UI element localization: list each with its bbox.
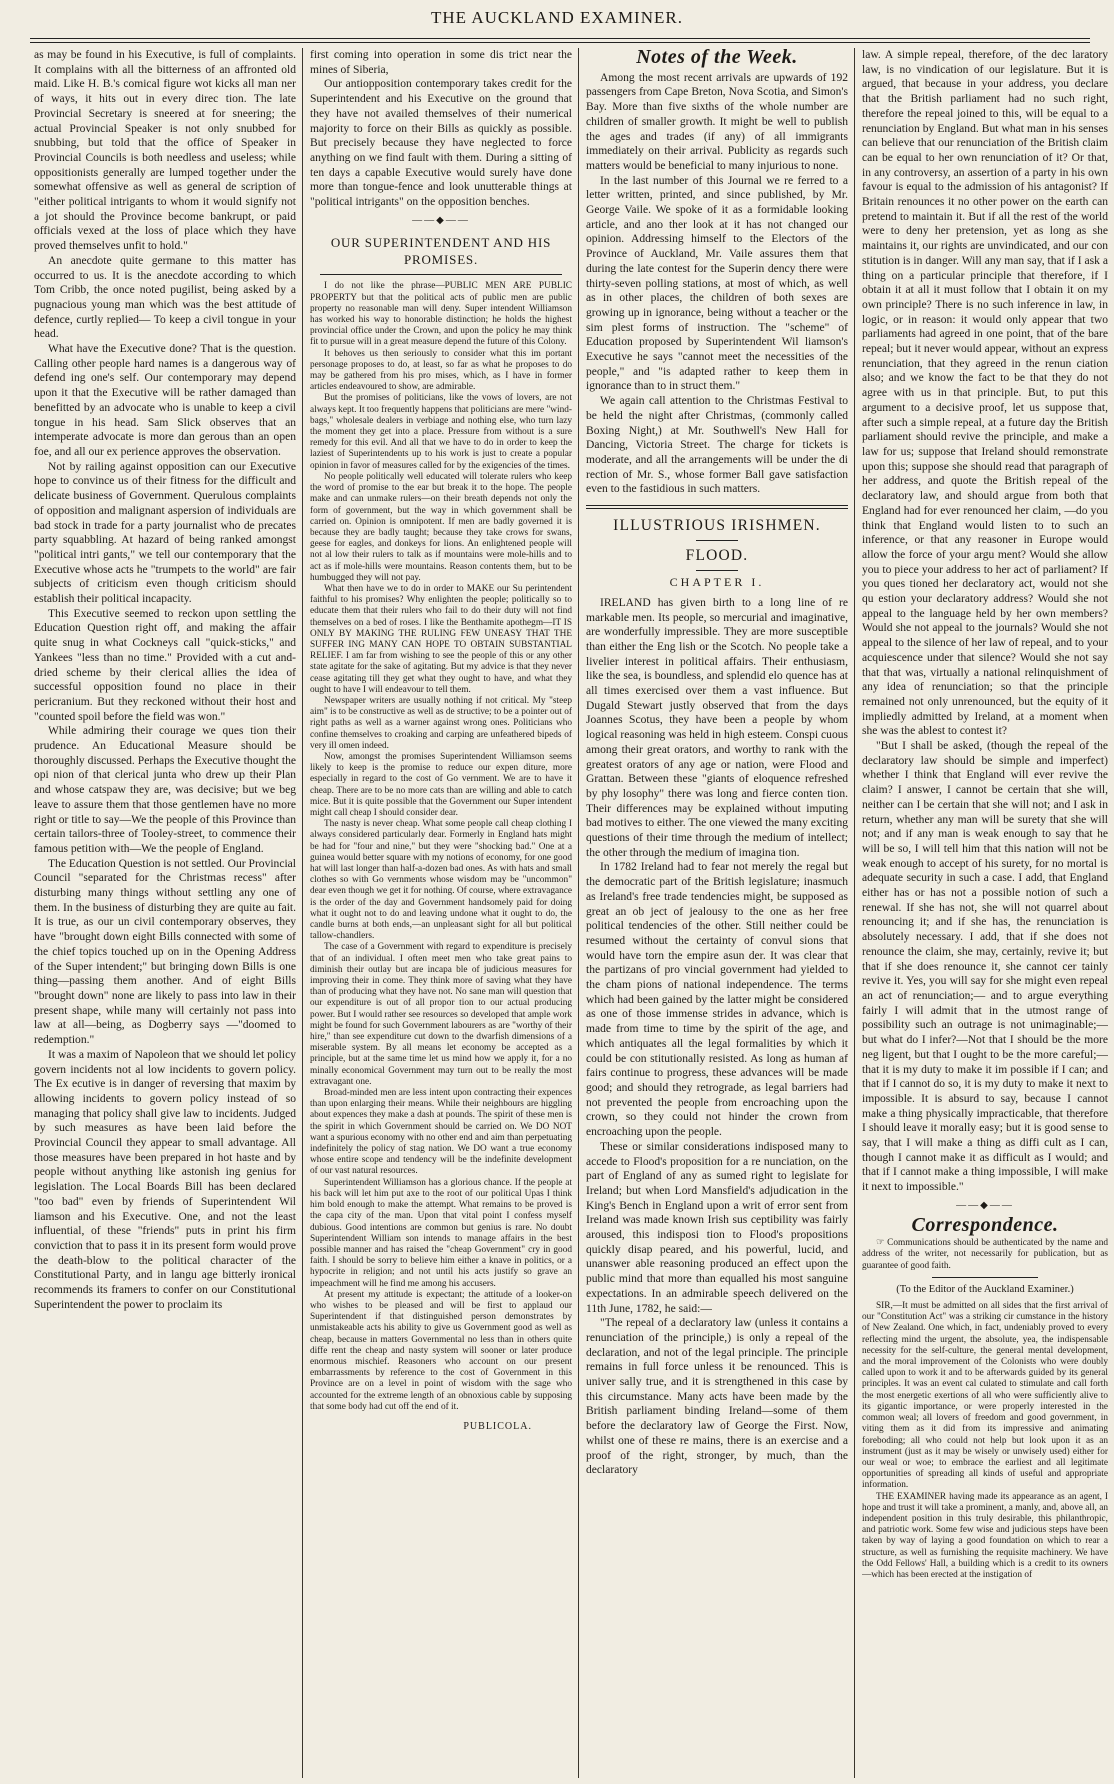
letter-paragraph: What then have we to do in order to MAKE our Su perintendent faithful to his promises? Why enlighten the people; politically so to educate them that their rulers who fail to do their duty will not find themselves on a bed of roses. I like the Benthamite apothegm—IT IS ONLY BY MAKING THE RULING FEW UNEASY THAT THE SUFFER ING MANY CAN HOPE TO OBTAIN SUBSTANTIAL RELIEF. I am far from wishing to see the people of this or any other state agitate for the sake of agitating. But my advice is that they never cease agitating till they get what they ought to have, and what they ought to have I will endeavour to tell them. <box>310 583 572 695</box>
paragraph: "But I shall be asked, (though the repeal of the declaratory law should be simple and imperfect) whether I think that England will ever revive the claim? I answer, I cannot be certain that she will, neither can I be certain that she will not; and I ask in return, whether any man will be surety that she will not; and if any man is weak enough to say that he will be so, I will tell him that this nation will not be weak enough to accept of his surety, for no mortal is adequate security in such a case. I add, that England either has or has not a possible notion of such a renewal. If she has not, she will not quarrel about renouncing it; and if she has, the renunciation is absolutely necessary. I add, that if she does not renounce the claim, she may, certainly, revive it; but that if she does renounce it, she cannot cer tainly revive it. Yes, you will say for she might even repeal an act of renunciation;— and to argue everything fairly I will admit that in the utmost range of possibility such an outrage is not unimaginable;—but what do I infer?—Not that I should be the more neg ligent, but that I ought to be the more careful;—that it is my duty to make it im possible if I can; and that if I cannot do so, it is my duty to make it next to impossible. It is absurd to say, because I cannot make a thing physically impracticable, that therefore I should leave it morally easy; but it is good sense to say, that I will make a thing as diffi cult as I can, though I cannot make it as difficult as I would; and that if I cannot make a thing impossible, I will make it next to impossible." <box>862 740 1108 1194</box>
paragraph: The Education Question is not settled. Our Provincial Council "separated for the Christmas recess" after disturbing many things without settling any one of them. In the business of disturbing they are quite au fait. It is true, as our un civil contemporary observes, they have "brought down eight Bills connected with some of the chief topics touched up on in the Opening Address of the Super intendent;" but bringing down Bills is one thing—passing them another. And of eight Bills "brought down" none are likely to pass into law in their present shape, while many will certainly not pass into law at all—being, as Dogberry says —"doomed to redemption." <box>34 857 296 1047</box>
letter-paragraph: No people politically well educated will tolerate rulers who keep the word of promise to the ear but break it to the hope. The people make and can unmake rulers—on their breath depends not only the form of government, but the way in which government shall be carried on. Opinion is omnipotent. If men are badly governed it is because they are badly taught; because they take crows for swans, geese for eagles, and donkeys for lions. An enlightened people will not al low their rulers to talk as if mountains were mole-hills and to act as if mole-hills were mountains. Reason contents them, but to be humbugged they will not pay. <box>310 471 572 583</box>
letter-paragraph: But the promises of politicians, like the vows of lovers, are not always kept. It too frequently happens that politicians are mere "wind-bags," wholesale dealers in verbiage and nothing else, who turn lazy the moment they get into a place. Pressure from without is a sure remedy for this evil. And all that we have to do in order to keep the laziest of Superintendents up to his work is just to create a popular opinion in favor of measures called for by the exigencies of the times. <box>310 393 572 471</box>
letter-paragraph: Newspaper writers are usually nothing if not critical. My "steep aim" is to be constructive as well as de structive; to be a pointer out of right paths as well as a warner against wrong ones. Politicians who confine themselves to croaking and carping are unfeathered bipeds of very ill omen indeed. <box>310 695 572 751</box>
paragraph: In 1782 Ireland had to fear not merely the regal but the democratic part of the British legislature; inasmuch as Ireland's free trade tendencies might, be supposed as great an ob ject of jealousy to the one as her free political tendencies of the other. Still neither could be resumed without the certainty of convul sions that would have torn the empire asun der. It was clear that the partizans of pro vincial government had yielded to the cham pions of national independence. The terms which had been gained by the latter might be considered as one of those immense strides in advance, which is made from time to time by the spirit of the age, and which antiquates all the legal formalities by which it could be con stitutionally resisted. As long as human af fairs continue to progress, these advances will be made good; and should they retrograde, as legal barriers had not prevented the people from encroaching upon the crown, so they could not hinder the crown from encroaching upon the people. <box>586 861 848 1139</box>
heading-rule <box>696 570 738 571</box>
paragraph: This Executive seemed to reckon upon settling the Education Question right off, and making the affair quite snug in what Cockneys call "quick-sticks," and Yankees "less than no time." Provided with a cut and-dried scheme by their clerical allies the idea of successful opposition found no place in their pericranium. But they reckoned without their host and "counted spoil before the field was won." <box>34 607 296 723</box>
paragraph: We again call attention to the Christmas Festival to be held the night after Christmas, (commonly called Boxing Night,) at Mr. Southwell's New Hall for Dancing, Victoria Street. The charge for tickets is moderate, and all the arrangements will be under the di rection of Mr. S., whose former Ball gave satisfaction even to the fastidious in such matters. <box>586 395 848 496</box>
letter-paragraph: The case of a Government with regard to expenditure is precisely that of an individual. I often meet men who take great pains to diminish their outlay but are incapa ble of judicious measures for improving their in come. They think more of saving what they have than of producing what they have not. No sane man will question that our expenditure is out of all propor tion to our actual producing power. But I would rather see resources so developed that ample work might be found for such Government labourers as are "worthy of their hire," than see expenditure cut down to the dwarfish dimensions of a miserable system. By all means let economy be accepted as a principle, but at the same time let us mind how we apply it, for a no minally economical Government may turn out to be really the most extravagant one. <box>310 942 572 1087</box>
column-4 <box>862 48 1108 1778</box>
masthead-rule <box>30 38 1090 43</box>
column-3 <box>586 48 848 1778</box>
chapter-heading: CHAPTER I. <box>669 575 765 590</box>
letter-paragraph: The nasty is never cheap. What some people call cheap clothing I always considered particularly dear. Formerly in England hats might be had for "four and nine," but they were "shocking bad." One at a guinea would better square with my notions of economy, for one good hat will last longer than half-a-dozen bad ones. As with hats and small clothes so with Go vernments whose wisdom may be "uncommon" dear even though we get it for nothing. Of course, where extravagance is the order of the day and Government handsomely paid for doing what it ought not to do and leaving undone what it ought to do, the candle burns at both ends,—an unpleasant sight for all but political tallow-chandlers. <box>310 819 572 942</box>
paragraph: law. A simple repeal, therefore, of the dec laratory law, is no vindication of our legislature. But it is argued, that because in your address, you declare that the British parliament had no such right, therefore the repeal joined to this, will be equal to a renunciation by England. But what man in his senses can believe that our renunciation of the British claim can be equal to her own renunciation of it? Or that, in any controversy, an assertion of a party in his own favour is equal to the admission of his antagonist? If Britain renounces it no other power on the earth can pretend to maintain it. But if all the rest of the world were to deny her pretension, yet as long as she maintains it, our rights are unvindicated, and our con stitution is in danger. Will any man say, that if I ask a thing on a particular principle that therefore, if I obtain it at all it must follow that I obtain it on my own principle? There is no such inference in law, in logic, or in reason: it would only appear that two parliaments had agreed in one point, that of the bare repeal; but it never would appear, without an express renunciation, that they agreed in the renun ciation also; and we know the fact to be that they do not agree with us in that principle. But, to put this argument to a decisive proof, let us suppose that, after such a simple repeal, at a future day the British parliament should revive the principle, and make a law for us; suppose that Ireland should remonstrate upon this; suppose she should read that paragraph of her address, and quote the British repeal of the declaratory law, and should argue from both that England had for ever renounced her claim, —do you think that England would listen to to such an inference, or that any reasoner in Europe would allow the force of your argu ment? Would she allow you to piece your address to her act of parliament? If you ques tioned her declaratory act, would not she qu estion your declaratory address? Would she not appeal to the language held by her own members? Would she not appeal to the journals? Would she not appeal to the silence of her law of repeal, and to your acquiescence under that silence? Would she not say that that was, virtually a national relinquishment of any idea of renunciation; so that the principle remained not only unrenounced, but the equity of it impliedly admitted by Ireland, at a moment when she was the ablest to contest it? <box>862 49 1108 738</box>
paragraph: "The repeal of a declaratory law (unless it contains a renunciation of the principle,) is only a repeal of the declaration, and not of the legal principle. The principle remains in full force unless it be renounced. This is univer sally true, and it is strengthened in this case by this circumstance. Many acts have been made by the British parliament binding Ireland—some of them before the declaratory law of George the First. Now, whilst one of these re mains, there is an exercise and a proof of the right, stronger, by much, than the declaratory <box>586 1317 848 1477</box>
column-1 <box>34 48 296 1778</box>
column-divider <box>578 48 579 1778</box>
editor-address-line: (To the Editor of the Auckland Examiner.) <box>896 1283 1074 1295</box>
paragraph: These or similar considerations indisposed many to accede to Flood's proposition for a re nunciation, on the part of England of any as sumed right to legislate for Ireland; but when Lord Mansfield's adjudication in the King's Bench in England upon a writ of error sent from Ireland was made known Irish sus ceptibility was fairly aroused, this indisposi tion to Flood's propositions quickly disap peared, and his powerful, lucid, and unanswer able reasoning produced an effect upon the public mind that more than equalled his most sanguine expectations. In an admirable speech delivered on the 11th June, 1782, he said:— <box>586 1140 848 1315</box>
section-heading-notes: Notes of the Week. <box>636 48 798 68</box>
letter-signature: PUBLICOLA. <box>463 1420 532 1432</box>
notice-paragraph: ☞ Communications should be authenticated by the name and address of the writer, not necessarily for publication, but as guarantee of good faith. <box>862 1238 1108 1271</box>
paragraph: An anecdote quite germane to this matter has occurred to us. It is the anecdote according to which Tom Cribb, the once noted pugilist, being asked by a pugnacious young man which was the best attitude of defence, curtly replied— To keep a civil tongue in your head. <box>34 254 296 341</box>
article-subheading-flood: FLOOD. <box>685 547 749 565</box>
ornament-divider: ——◆—— <box>956 1199 1014 1211</box>
paragraph: What have the Executive done? That is the question. Calling other people hard names is a dangerous way of defend ing one's self. Our contemporary may depend upon it that the Executive will be rather damaged than benefitted by an advocate who is unable to keep a civil tongue in his head. Sam Slick observes that an intemperate advocate is more dan gerous than an open foe, and all our ex perience approves the observation. <box>34 343 296 458</box>
paragraph: Our antiopposition contemporary takes credit for the Superintendent and his Executive on the ground that they have not availed themselves of their numerical majority to force on their Bills as quickly as possible. But precisely because they have neglected to force anything on we find fault with them. During a sitting of ten days a capable Executive would surely have done more than tongue-fence and look unutterable things at "political intrigants" on the opposition benches. <box>310 78 572 209</box>
column-2 <box>310 48 572 1778</box>
paragraph: It was a maxim of Napoleon that we should let policy govern incidents not al low incidents to govern policy. The Ex ecutive is in danger of reversing that maxim by allowing incidents to govern policy instead of so managing that policy shall give law to incidents. Judged by such measures as have been laid before the Provincial Council they appear to small advantage. All those measures have been prepared in hot haste and by people without anything like astonish ing genius for legislation. The Local Boards Bill has been declared "too bad" even by friends of Superintendent Wil liamson and his Executive. One, and not the least influential, of these "friends" puts in print his firm conviction that to pass it in its present form would prove the death-blow to the political character of the Constitutional Party, and in langu age bitterly ironical recommends its framers to confer on our Constitutional Superintendent the power to proclaim its <box>34 1048 296 1311</box>
notice-rule <box>932 1277 1038 1278</box>
paragraph: IRELAND has given birth to a long line of re markable men. Its people, so mercurial and imaginative, are wonderfully impressible. They are more susceptible than either the Eng lish or the Scotch. No people take a livelier interest in political affairs. Their enthusiasm, like the sea, is boundless, and splendid elo quence has at all times exercised over them a vast influence. But Dugald Stewart justly observed that from the days Joannes Scotus, they have been a people by whom logical reasoning was held in high esteem. Conspi cuous among their great orators, and worthy to rank with the greatest orators of any age or nation, were Flood and Grattan. Between these "giants of eloquence refreshed by phy losophy" there was long and fierce conten tion. Their differences may be explained without imputing bad motives to either. The one viewed the many exciting questions of their time through the medium of intellect; the other through the medium of imagina tion. <box>586 596 848 859</box>
article-heading-irishmen: ILLUSTRIOUS IRISHMEN. <box>613 517 821 535</box>
letter-paragraph: SIR,—It must be admitted on all sides that the first arrival of our "Constitution Act" was a striking cir cumstance in the history of New Zealand. One which, in fact, undeniably proved to every reflecting mind the urgent, the absolute, yea, the indispensable necessity for the self-culture, the general mental development, and the moral improvement of the Colonists who were doubly called upon to work it and to be afterwards guided by its general principles. It was an event cal culated to stimulate and call forth the most energetic exertions of all who were sufficiently alive to its gigantic importance, or were properly interested in the common weal; all lovers of freedom and good government, in viting them as it did from its impressive and animating foreboding; all who could not help but look upon it as an instrument (just as it may be wisely or unwisely used) either for our weal or woe; to embrace the earliest and all legitimate opportunities of spreading all kinds of useful and appropriate information. <box>862 1301 1108 1491</box>
heading-rule <box>320 274 562 275</box>
ornament-divider: ——◆—— <box>412 214 470 226</box>
paragraph: While admiring their courage we ques tion their prudence. An Educational Measure should be thoroughly discussed. Perhaps the Executive thought the opi nion of that clerical junta who drew up their Plan and whose catspaw they are, was decisive; but we beg leave to assure them that those gentlemen have no more right or title to say—We the people of this Province than certain tailors-three of Tooley-street, to commence their famous petition with—We the people of England. <box>34 725 296 855</box>
letter-paragraph: At present my attitude is expectant; the attitude of a looker-on who wishes to be pleased and will be first to applaud our Superintendent if that distinguished person demonstrates by unmistakeable acts his ability to give us Government good as well as cheap, because in matters Governmental no less than in others quite diffe rent the cheap and nasty system will sooner or later produce enormous mischief. Reasoners who account on our present embarrassments by reference to the cost of Government in this Province are on a level in point of wisdom with the sage who accounted for the extreme length of an obnoxious cable by supposing that some body had cut off the end of it. <box>310 1289 572 1412</box>
letter-paragraph: Broad-minded men are less intent upon contracting their expences than upon enlarging their means. While their neighbours are higgling about expences they make a dash at pounds. The spirit of these men is the spirit in which Government should be carried on. We DO NOT want a spurious economy with no other end and aim than perpetuating indefinitely the policy of stag nation. We DO want a true economy whose entire scope and tendency will be the indefinite development of our vast natural resources. <box>310 1088 572 1177</box>
masthead-title: THE AUCKLAND EXAMINER. <box>431 8 683 27</box>
paragraph: Among the most recent arrivals are upwards of 192 passengers from Cape Breton, Nova Scotia, and Simon's Bay. More than five sixths of the whole number are children of smaller growth. It might be well to publish the ages and trades (if any) of all immigrants immediately on their arrival. Publicity as regards such matters would be beneficial to many injurious to none. <box>586 71 848 172</box>
section-heading-correspondence: Correspondence. <box>911 1213 1059 1236</box>
paragraph: as may be found in his Executive, is full of complaints. It complains with all the bitterness of an affronted old maid. Like H. B.'s comical figure wot kicks all man ner of ways, it hits out in every direc tion. The late Provincial Secretary is sneered at for sneering; the actual Provincial Speaker is not only snubbed for snubbing, but told that the office of Speaker in Provincial Councils is both needless and useless; while oppositionists generally are lumped together under the somewhat offensive as well as general de scription of "either political intrigants to whom it would signify not a jot should the Province become bankrupt, or paid officials vexed at the loss of place which they have proved themselves unfit to hold." <box>34 49 296 253</box>
column-divider <box>854 48 855 1778</box>
column-divider <box>302 48 303 1778</box>
letter-paragraph: I do not like the phrase—PUBLIC MEN ARE PUBLIC PROPERTY but that the political acts of public men are public property no reasonable man will deny. Super intendent Williamson has worked his way to honorable distinction; he holds the highest provincial office under the Crown, and upon the policy he may think fit to pursue will in a great measure depend the future of this Colony. <box>310 281 572 348</box>
letter-paragraph: THE EXAMINER having made its appearance as an agent, I hope and trust it will take a prominent, a manly, and, above all, an independent position in this truly desirable, this philanthropic, and patriotic work. Some few wise and judicious steps have been taken by way of laying a good foundation on which to rear a structure, as well as furnishing the requisite machinery. We have the Odd Fellows' Hall, a building which is a credit to its owners—which has been erected at the instigation of <box>862 1491 1108 1580</box>
article-heading-superintendent: OUR SUPERINTENDENT AND HIS PROMISES. <box>330 235 552 268</box>
letter-paragraph: Now, amongst the promises Superintendent Williamson seems likely to keep is the promise to reduce our expen diture, more especially in regard to the cost of Go vernment. We are to have it cheap. There are to be no more cats than are willing and able to catch mice. But it is quite possible that the Government our Super intendent might call cheap I should consider dear. <box>310 751 572 818</box>
letter-paragraph: Superintendent Williamson has a glorious chance. If the people at his back will let him put axe to the root of our political Upas I think him bold enough to make the attempt. What remains to be proved is the capa city of the man. Upon that vital point I confess myself dubious. Good intentions are common but genius is rare. No doubt Superintendent William son intends to manage affairs in the best possible manner and has raised the "cheap Government" cry in good faith. I should be sorry to believe him either a knave in politics, or a hypocrite in religion; and not until his acts justify so grave an impeachment will he find me among his accusers. <box>310 1177 572 1289</box>
paragraph: Not by railing against opposition can our Executive hope to convince us of their fitness for the difficult and delicate business of Government. Querulous complaints of opposition and malignant aspersion of individuals are bad stock in trade for a party journalist who de precates party squabbling. At hazard of being ranked amongst "political intri gants," we tell our contemporary that the Executive whose acts he "trumpets to the world" are fair subjects of criticism even though criticism should establish their political incapacity. <box>34 460 296 606</box>
heading-rule <box>696 540 738 541</box>
paragraph: first coming into operation in some dis trict near the mines of Siberia, <box>310 49 572 76</box>
letter-paragraph: It behoves us then seriously to consider what this im portant personage proposes to do, at least, so far as what he proposes to do may be gathered from his pro mises, which, as I have in former articles endeavoured to show, are admirable. <box>310 348 572 393</box>
section-rule <box>586 505 848 509</box>
paragraph: In the last number of this Journal we re ferred to a letter written, printed, and since published, by Mr. George Vaile. We spoke of it as a formidable looking article, and ano ther look at it has not changed our opinion. Addressing himself to the Electors of the Province of Auckland, Mr. Vaile assures them that during the late contest for the Superin dency there were thirty-seven polling stations, at most of which, as well as in other places, the children of both sexes are growing up in ignorance, being without a teacher or the sim plest forms of instruction. The "scheme" of Education proposed by Superintendent Wil liamson's Executive he says "cannot meet the necessities of the people," and "is adapted rather to keep them in ignorance than to in struct them." <box>586 174 848 393</box>
